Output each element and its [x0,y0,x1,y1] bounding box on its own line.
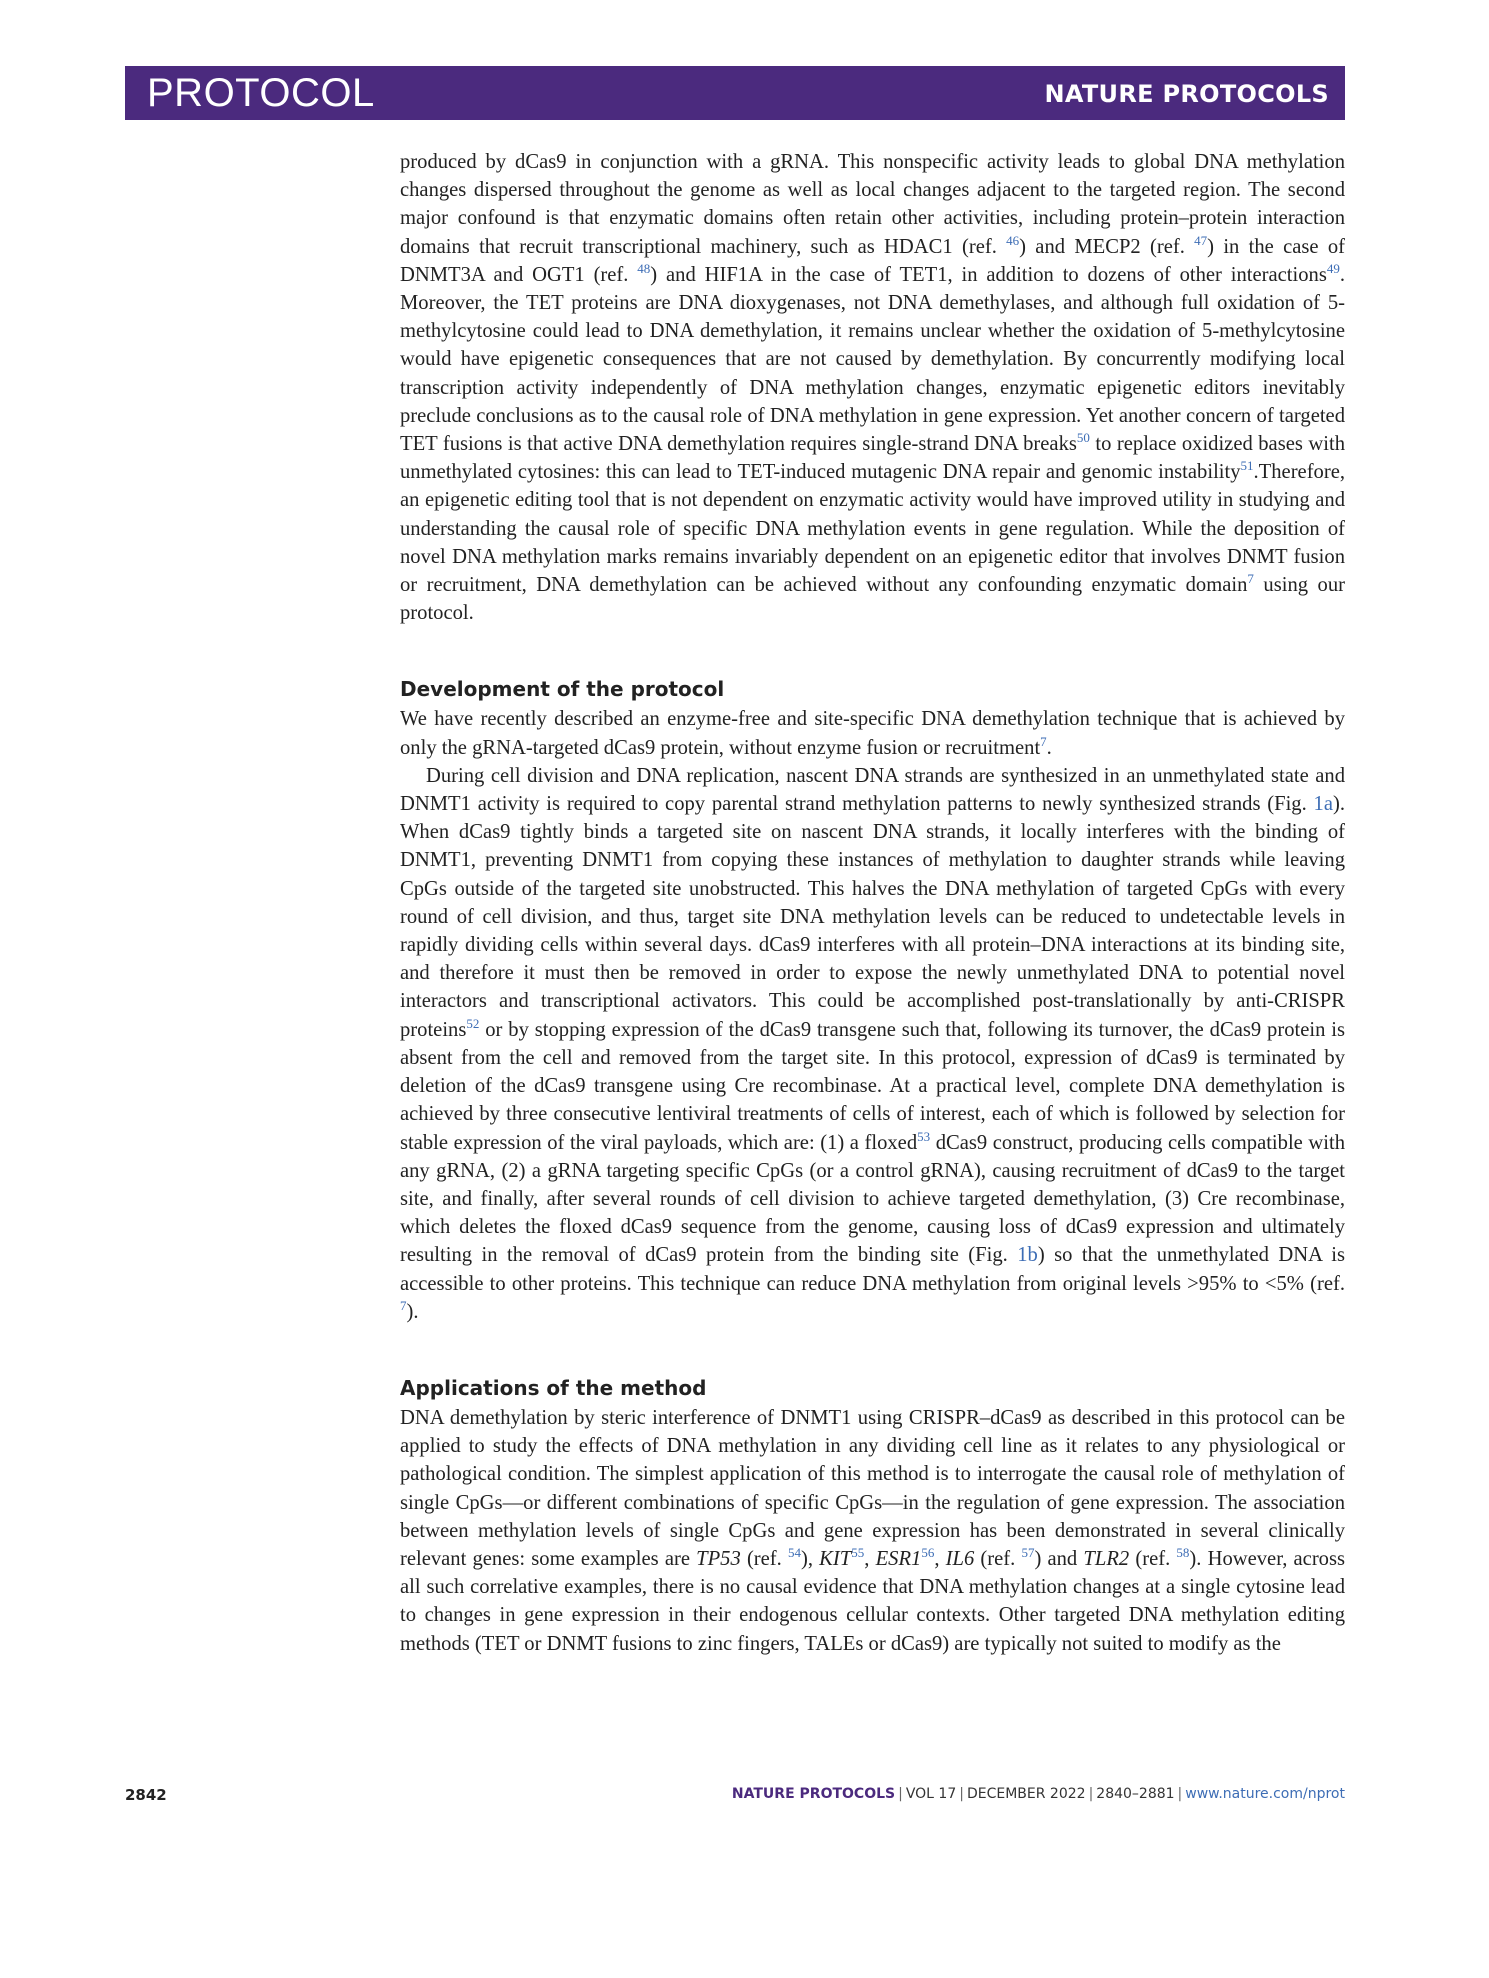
gene-name: TP53 [696,1547,741,1570]
paragraph-applications: DNA demethylation by steric interference of DNMT1 using CRISPR–dCas9 as described in this protocol can be applied to study the effects of DNA methylation in any dividing cell line as it relates to any physiological or pathological condition. The simplest application of this method is to interrogate the causal role of methylation of single CpGs—or different combinations of specific CpGs—in the regulation of gene expression. The association between methylation levels of single CpGs and gene expression has been demonstrated in several clinically relevant genes: some examples are TP53 (ref. $^{54}$), KIT$^{55}$, ESR1$^{56}$, IL6 (ref. $^{57}$) and TLR2 (ref. $^{58}$). However, across all such correlative examples, there is no causal evidence that DNA methylation changes at a single cytosine lead to changes in gene expression in their endogenous cellular contexts. Other targeted DNA methylation editing methods (TET or DNMT fusions to zinc fingers, TALEs or dCas9) are typically not suited to modify as the [400,1406,1346,1655]
citation-link[interactable]: 50 [1076,430,1090,446]
citation-link[interactable]: 7 [1247,571,1254,587]
paragraph-confounds: produced by dCas9 in conjunction with a gRNA. This nonspecific activity leads to global DNA methylation changes dispersed throughout the genome as well as local changes adjacent to the targeted region. The second major confound is that enzymatic domains often retain other activities, including protein–protein interaction domains that recruit transcriptional machinery, such as HDAC1 (ref. $^{46}$) and MECP2 (ref. $^{47}$) in the case of DNMT3A and OGT1 (ref. $^{48}$) and HIF1A in the case of TET1, in addition to dozens of other interactions$^{49}$. Moreover, the TET proteins are DNA dioxygenases, not DNA demethylases, and although full oxidation of 5-methylcytosine could lead to DNA demethylation, it remains unclear whether the oxidation of 5-methylcytosine would have epigenetic consequences that are not caused by demethylation. By concurrently modifying local transcription activity independently of DNA methylation changes, enzymatic epigenetic editors inevitably preclude conclusions as to the causal role of DNA methylation in gene expression. Yet another concern of targeted TET fusions is that active DNA demethylation requires single-strand DNA breaks$^{50}$ to replace oxidized bases with unmethylated cytosines: this can lead to TET-induced mutagenic DNA repair and genomic instability$^{51}$.Therefore, an epigenetic editing tool that is not dependent on enzymatic activity would have improved utility in studying and understanding the causal role of specific DNA methylation events in gene regulation. While the deposition of novel DNA methylation marks remains invariably dependent on an epigenetic editor that involves DNMT fusion or recruitment, DNA demethylation can be achieved without any confounding enzymatic domain$^7$ using our protocol. [400,151,1345,625]
footer-date: DECEMBER 2022 [966,1786,1086,1802]
footer-journal: NATURE PROTOCOLS [731,1786,896,1802]
citation-link[interactable]: 56 [921,1545,935,1561]
footer-separator: | [1088,1786,1094,1802]
paragraph-development-intro: We have recently described an enzyme-free and site-specific DNA demethylation technique that is achieved by only the gRNA-targeted dCas9 protein, without enzyme fusion or recruitment$^7$. [400,708,1345,759]
citation-link[interactable]: 46 [1006,232,1020,248]
citation-link[interactable]: 52 [466,1015,480,1031]
gene-name: KIT [819,1547,852,1570]
footer-volume: VOL 17 [905,1786,957,1802]
page-number: 2842 [125,1786,167,1804]
journal-url-link[interactable]: www.nature.com/nprot [1185,1786,1345,1802]
article-body [400,148,1345,1658]
citation-link[interactable]: 51 [1240,458,1254,474]
citation-link[interactable]: 58 [1176,1545,1190,1561]
citation-link[interactable]: 47 [1194,232,1208,248]
figure-link-1b[interactable]: 1b [1017,1244,1038,1267]
gene-name: TLR2 [1083,1547,1130,1570]
footer-separator: | [1177,1786,1183,1802]
citation-link[interactable]: 55 [851,1545,865,1561]
figure-link-1a[interactable]: 1a [1313,793,1333,816]
header-banner [125,66,1345,120]
footer-citation [732,1786,1345,1802]
citation-link[interactable]: 49 [1326,260,1340,276]
section-label: PROTOCOL [147,71,375,115]
gene-name: ESR1 [875,1547,922,1570]
citation-link[interactable]: 57 [1021,1545,1035,1561]
citation-link[interactable]: 48 [637,260,651,276]
journal-title: NATURE PROTOCOLS [1044,80,1329,108]
section-heading-development: Development of the protocol [400,677,725,702]
section-heading-applications: Applications of the method [400,1375,707,1400]
gene-name: IL6 [945,1547,975,1570]
citation-link[interactable]: 54 [787,1545,801,1561]
footer-pages: 2840–2881 [1096,1786,1175,1802]
footer-separator: | [898,1786,903,1802]
paragraph-development-mechanism: During cell division and DNA replication, nascent DNA strands are synthesized in an unmethylated state and DNMT1 activity is required to copy parental strand methylation patterns to newly synthesized strands (Fig. 1a). When dCas9 tightly binds a targeted site on nascent DNA strands, it locally interferes with the binding of DNMT1, preventing DNMT1 from copying these instances of methylation to daughter strands while leaving CpGs outside of the targeted site unobstructed. This halves the DNA methylation of targeted CpGs with every round of cell division, and thus, target site DNA methylation levels can be reduced to undetectable levels in rapidly dividing cells within several days. dCas9 interferes with all protein–DNA interactions at its binding site, and therefore it must then be removed in order to expose the newly unmethylated DNA to potential novel interactors and transcriptional activators. This could be accomplished post-translationally by anti-CRISPR proteins$^{52}$ or by stopping expression of the dCas9 transgene such that, following its turnover, the dCas9 protein is absent from the cell and removed from the target site. In this protocol, expression of dCas9 is terminated by deletion of the dCas9 transgene using Cre recombinase. At a practical level, complete DNA demethylation is achieved by three consecutive lentiviral treatments of cells of interest, each of which is followed by selection for stable expression of the viral payloads, which are: (1) a floxed$^{53}$ dCas9 construct, producing cells compatible with any gRNA, (2) a gRNA targeting specific CpGs (or a control gRNA), causing recruitment of dCas9 to the target site, and finally, after several rounds of cell division to achieve targeted demethylation, (3) Cre recombinase, which deletes the floxed dCas9 sequence from the genome, causing loss of dCas9 expression and ultimately resulting in the removal of dCas9 protein from the binding site (Fig. 1b) so that the unmethylated DNA is accessible to other proteins. This technique can reduce DNA methylation from original levels >95% to <5% (ref. $^7$). [400,764,1345,1323]
citation-link[interactable]: 7 [400,1297,407,1313]
citation-link[interactable]: 53 [917,1128,931,1144]
citation-link[interactable]: 7 [1040,733,1047,749]
footer-separator: | [959,1786,964,1802]
